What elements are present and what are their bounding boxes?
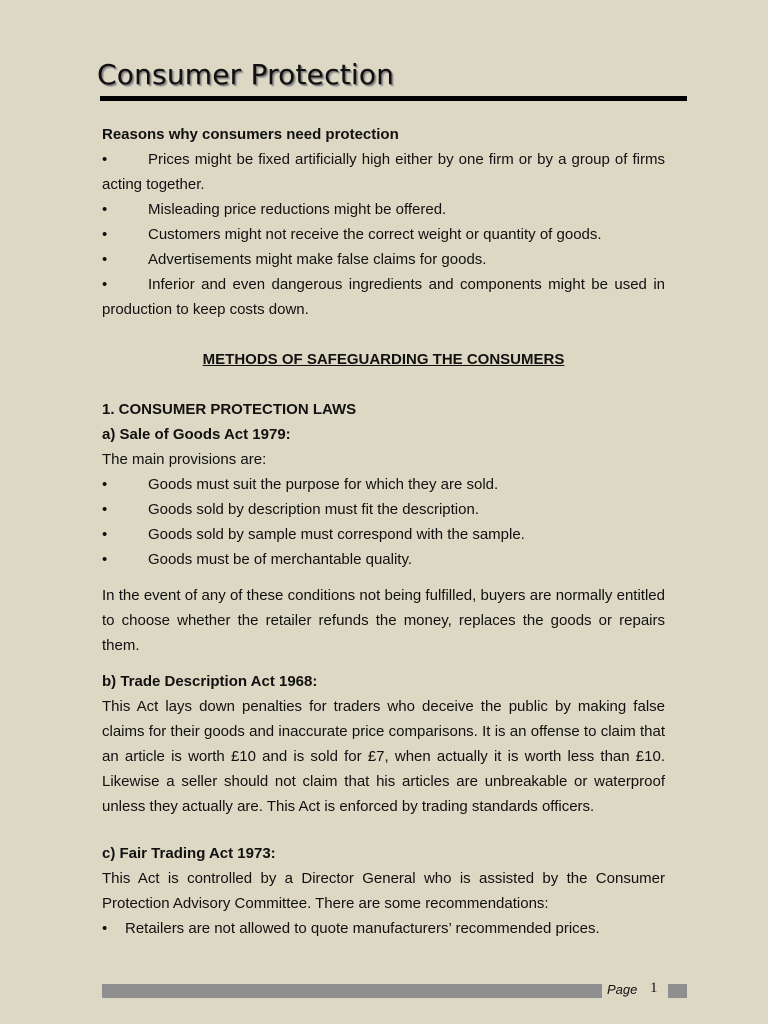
list-item: • Prices might be fixed artificially high either by one firm or by a group of firms acting together. [102, 147, 665, 197]
bullet-icon: • [102, 526, 108, 543]
sale-of-goods-heading: a) Sale of Goods Act 1979: [102, 426, 291, 443]
bullet-icon: • [102, 251, 108, 268]
bullet-icon: • [102, 226, 108, 243]
bullet-icon: • [102, 151, 108, 168]
footer-page-number: 1 [650, 980, 658, 996]
list-item: • Goods must be of merchantable quality. [102, 547, 665, 572]
bullet-icon: • [102, 501, 108, 518]
list-item: • Goods must suit the purpose for which they are sold. [102, 472, 665, 497]
sale-of-goods-paragraph: In the event of any of these conditions not being fulfilled, buyers are normally entitled to choose whether the retailer refunds the money, replaces the goods or repairs them. [102, 587, 665, 654]
document-body [102, 122, 665, 941]
bullet-icon: • [102, 476, 108, 493]
footer-bar [102, 984, 602, 998]
trade-description-paragraph: This Act lays down penalties for traders who deceive the public by making false claims for their goods and inaccurate price comparisons. It is an offense to claim that an article is worth £10 and is sold for £7, when actually it is worth less than £10. Likewise a seller should not claim that his articles are unbreakable or waterproof unless they actually are. This Act is enforced by trading standards officers. [102, 698, 665, 815]
sale-of-goods-intro: The main provisions are: [102, 451, 267, 468]
list-item: • Goods sold by description must fit the description. [102, 497, 665, 522]
fair-trading-heading: c) Fair Trading Act 1973: [102, 845, 276, 862]
methods-heading: METHODS OF SAFEGUARDING THE CONSUMERS [202, 351, 565, 368]
laws-heading: 1. CONSUMER PROTECTION LAWS [102, 401, 357, 418]
title-underline [100, 96, 687, 101]
trade-description-heading: b) Trade Description Act 1968: [102, 673, 318, 690]
bullet-icon: • [102, 201, 108, 218]
list-item: • Customers might not receive the correct weight or quantity of goods. [102, 222, 665, 247]
list-item: • Advertisements might make false claims for goods. [102, 247, 665, 272]
list-item: • Goods sold by sample must correspond with the sample. [102, 522, 665, 547]
bullet-icon: • [102, 276, 108, 293]
list-item: • Retailers are not allowed to quote manufacturers’ recommended prices. [102, 916, 665, 941]
footer-box [668, 984, 687, 998]
footer-page-label: Page [607, 982, 638, 997]
list-item: • Inferior and even dangerous ingredients and components might be used in production to keep costs down. [102, 272, 665, 322]
bullet-icon: • [102, 551, 108, 568]
reasons-heading: Reasons why consumers need protection [102, 126, 399, 143]
fair-trading-paragraph: This Act is controlled by a Director General who is assisted by the Consumer Protection Advisory Committee. There are some recommendations: [102, 870, 665, 912]
list-item: • Misleading price reductions might be offered. [102, 197, 665, 222]
document-title: Consumer Protection [97, 58, 395, 91]
bullet-icon: • [102, 920, 108, 937]
